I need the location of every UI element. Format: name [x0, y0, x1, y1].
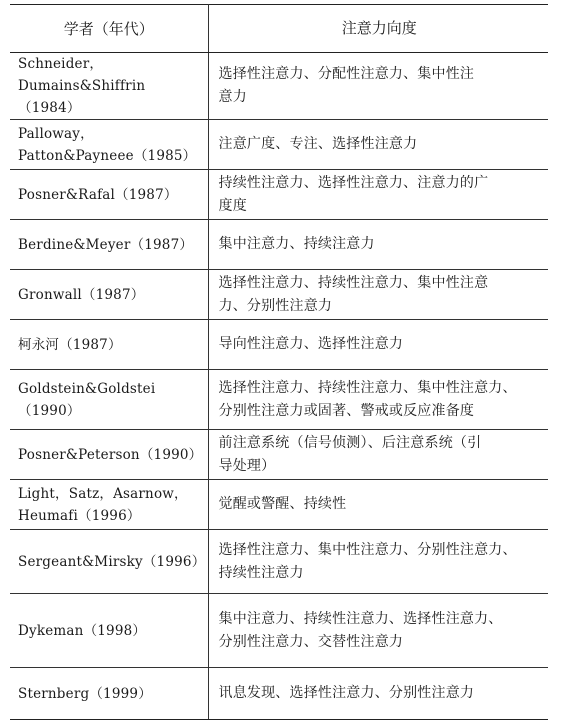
table-row [10, 320, 548, 370]
scholar-cell: 柯永河（1987） [18, 336, 122, 353]
dimension-cell: 注意广度、专注、选择性注意力 [218, 136, 418, 152]
table-row [10, 270, 548, 320]
table-row [10, 668, 548, 720]
header-scholar: 学者（年代） [10, 5, 208, 53]
table-row [10, 120, 548, 170]
table-row [10, 53, 548, 120]
dimension-cell: 讯息发现、选择性注意力、分别性注意力 [218, 685, 475, 701]
table-row [10, 220, 548, 270]
scholar-cell: Palloway， Patton&Payneee（1985） [18, 125, 197, 164]
header-row [10, 5, 548, 53]
table-row [10, 480, 548, 530]
dimension-cell: 选择性注意力、持续性注意力、集中性注意 力、分别性注意力 [218, 274, 489, 314]
table-row [10, 370, 548, 430]
scholar-cell: Sternberg（1999） [18, 685, 152, 702]
scholar-cell: Posner&Rafal（1987） [18, 186, 178, 203]
scholar-cell: Schneider， Dumains&Shiffrin（1984） [18, 56, 146, 116]
scholar-cell: Light，Satz，Asarnow， Heumafi（1996） [18, 485, 188, 524]
dimension-cell: 前注意系统（信号侦测）、后注意系统（引 导处理） [218, 434, 482, 474]
dimension-cell: 集中注意力、持续注意力 [218, 236, 375, 252]
table-row [10, 530, 548, 594]
table-row [10, 430, 548, 480]
scholar-cell: Sergeant&Mirsky（1996） [18, 553, 206, 570]
table-row [10, 170, 548, 220]
table-row [10, 594, 548, 668]
dimension-cell: 选择性注意力、持续性注意力、集中性注意力、 分别性注意力或固著、警戒或反应准备度 [218, 379, 517, 419]
table-body [10, 53, 548, 720]
dimension-cell: 导向性注意力、选择性注意力 [218, 336, 404, 352]
dimension-cell: 选择性注意力、分配性注意力、集中性注 意力 [218, 66, 475, 105]
scholar-cell: Berdine&Meyer（1987） [18, 236, 194, 253]
dimension-cell: 觉醒或警醒、持续性 [218, 496, 347, 512]
dimension-cell: 持续性注意力、选择性注意力、注意力的广 度度 [218, 174, 489, 214]
scholar-cell: Dykeman（1998） [18, 622, 147, 639]
attention-dimensions-table [10, 4, 548, 720]
dimension-cell: 集中注意力、持续性注意力、选择性注意力、 分别性注意力、交替性注意力 [218, 610, 503, 650]
scholar-cell: Gronwall（1987） [18, 286, 145, 303]
header-dimension: 注意力向度 [208, 5, 548, 53]
table-header [10, 5, 548, 53]
dimension-cell: 选择性注意力、集中性注意力、分别性注意力、 持续性注意力 [218, 541, 517, 581]
scholar-cell: Goldstein&Goldstei（1990） [18, 380, 156, 419]
scholar-cell: Posner&Peterson（1990） [18, 446, 203, 463]
